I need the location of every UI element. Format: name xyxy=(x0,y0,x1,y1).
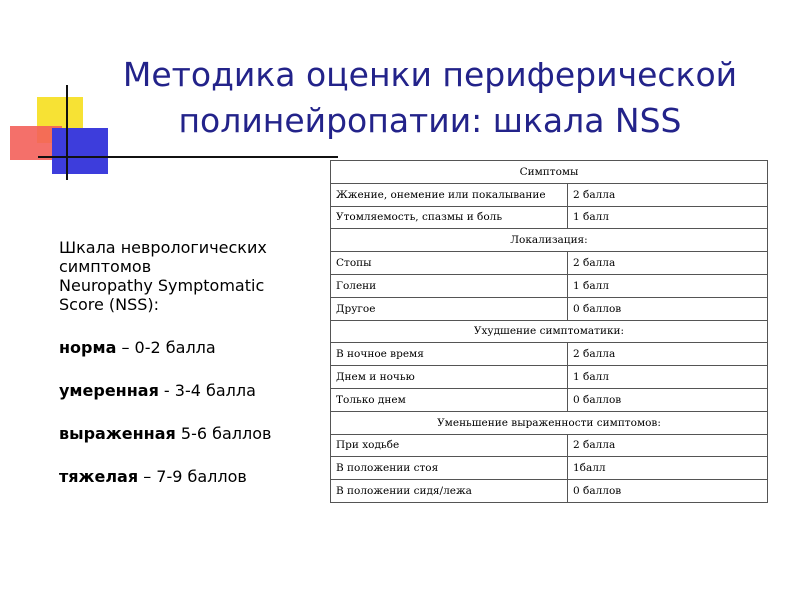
section-header-row xyxy=(331,411,768,434)
symptom-cell: Жжение, онемение или покалывание xyxy=(331,183,568,206)
grade-norm xyxy=(59,338,334,357)
symptom-cell: Днем и ночью xyxy=(331,366,568,389)
symptom-cell: Утомляемость, спазмы и боль xyxy=(331,206,568,229)
table-row xyxy=(331,343,768,366)
table-row xyxy=(331,297,768,320)
score-cell: 1 балл xyxy=(568,206,768,229)
desc-line-2: симптомов xyxy=(59,257,152,276)
slide-title xyxy=(60,52,800,144)
grade-severe-label: выраженная xyxy=(59,424,176,443)
section-header: Локализация: xyxy=(331,229,768,252)
grade-norm-label: норма xyxy=(59,338,117,357)
desc-line-4: Score (NSS): xyxy=(59,295,160,314)
section-header-row xyxy=(331,229,768,252)
grade-severe xyxy=(59,424,334,443)
score-cell: 2 балла xyxy=(568,252,768,275)
grade-severe-text: 5-6 баллов xyxy=(175,424,272,443)
title-line-1: Методика оценки периферической xyxy=(122,55,738,94)
score-cell: 2 балла xyxy=(568,343,768,366)
grade-moderate xyxy=(59,381,334,400)
grade-heavy-label: тяжелая xyxy=(59,467,139,486)
symptom-cell: В положении стоя xyxy=(331,457,568,480)
section-header: Уменьшение выраженности симптомов: xyxy=(331,411,768,434)
section-header-row xyxy=(331,161,768,184)
grade-moderate-label: умеренная xyxy=(59,381,159,400)
title-line-2: полинейропатии: шкала NSS xyxy=(178,101,682,140)
section-header: Ухудшение симптоматики: xyxy=(331,320,768,343)
table-row xyxy=(331,252,768,275)
grade-heavy-text: – 7-9 баллов xyxy=(138,467,247,486)
decor-horizontal-line xyxy=(38,156,338,158)
symptom-cell: В ночное время xyxy=(331,343,568,366)
scale-description xyxy=(59,238,334,486)
score-cell: 1 балл xyxy=(568,274,768,297)
table-row xyxy=(331,457,768,480)
table-row xyxy=(331,183,768,206)
section-header-row xyxy=(331,320,768,343)
nss-score-table xyxy=(330,160,768,503)
desc-line-3: Neuropathy Symptomatic xyxy=(59,276,265,295)
grade-heavy xyxy=(59,467,334,486)
table-row xyxy=(331,480,768,503)
table-row xyxy=(331,366,768,389)
score-cell: 0 баллов xyxy=(568,480,768,503)
symptom-cell: Стопы xyxy=(331,252,568,275)
score-cell: 0 баллов xyxy=(568,388,768,411)
symptom-cell: Только днем xyxy=(331,388,568,411)
score-cell: 2 балла xyxy=(568,434,768,457)
grade-norm-text: – 0-2 балла xyxy=(116,338,216,357)
score-cell: 2 балла xyxy=(568,183,768,206)
table-row xyxy=(331,434,768,457)
symptom-cell: При ходьбе xyxy=(331,434,568,457)
desc-line-1: Шкала неврологических xyxy=(59,238,267,257)
score-cell: 1балл xyxy=(568,457,768,480)
score-cell: 1 балл xyxy=(568,366,768,389)
table-row xyxy=(331,274,768,297)
symptom-cell: В положении сидя/лежа xyxy=(331,480,568,503)
section-header: Симптомы xyxy=(331,161,768,184)
grade-moderate-text: - 3-4 балла xyxy=(158,381,256,400)
symptom-cell: Голени xyxy=(331,274,568,297)
score-cell: 0 баллов xyxy=(568,297,768,320)
table-row xyxy=(331,388,768,411)
table-row xyxy=(331,206,768,229)
symptom-cell: Другое xyxy=(331,297,568,320)
